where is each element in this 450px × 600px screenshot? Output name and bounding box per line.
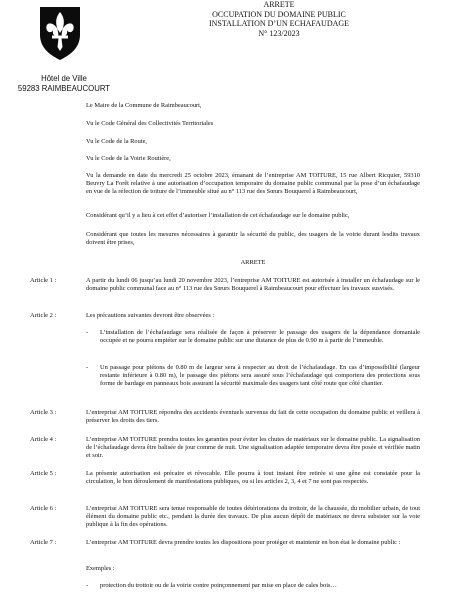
article-2-bullet-1 xyxy=(86,329,420,345)
issuer-postcode-city: 59283 RAIMBEAUCOURT xyxy=(17,83,111,93)
header-title: ARRETE xyxy=(263,0,295,9)
article-2-bullet-2 xyxy=(86,364,420,387)
article-6-label: Article 6 : xyxy=(30,505,57,512)
header-number: N° 123/2023 xyxy=(258,28,300,38)
preamble-considerant-1: Considérant qu’il y a lieu à cet effet d’autoriser l’installation de cet échafaudage sur le domaine public, xyxy=(86,212,350,219)
article-7-bullet-1-text: protection du trottoir ou de la voirie contre poinçonnement par mise en place de cales bois… xyxy=(100,582,337,589)
preamble-maire: Le Maire de la Commune de Raimbeaucourt, xyxy=(86,102,202,109)
article-5-text: La présente autorisation est précaire et révocable. Elle pourra à tout instant être retirée si une gêne est constatée pour la circulation, le bon déroulement de manifestations publiques, ou si les articles 2, 3, 4 et 7 ne sont pas respectés. xyxy=(86,470,420,485)
article-3-label: Article 3 : xyxy=(30,409,57,416)
coat-of-arms-logo xyxy=(38,5,82,61)
article-4-text: L’entreprise AM TOITURE prendra toutes les garanties pour éviter les chutes de matériaux sur le domaine public. La signalisation de l’échafaudage devra être balisée de jour comme de nuit. Une signalisation adaptée temporaire devra être posée et vérifiée matin et soir. xyxy=(86,436,420,459)
article-4-label: Article 4 : xyxy=(30,436,57,443)
header-subject-detail: INSTALLATION D’UN ECHAFAUDAGE xyxy=(208,19,350,28)
preamble-vu-voirie: Vu le Code de la Voirie Routière, xyxy=(86,155,171,162)
bullet-mark: - xyxy=(86,364,89,371)
arrete-heading: ARRETE xyxy=(240,259,266,266)
article-1-text: A partir du lundi 06 jusqu’au lundi 20 novembre 2023, l’entreprise AM TOITURE est autorisée à installer un échafaudage sur le domaine public communal face au n° 113 rue des Sœurs Bouquerel à Raimbeaucourt pour effectuer les travaux susvisés. xyxy=(86,277,420,292)
article-7-label: Article 7 : xyxy=(30,539,57,546)
article-3-text: L’entreprise AM TOITURE répondra des accidents éventuels survenus du fait de cette occupation du domaine public et veillera à préserver les droits des tiers. xyxy=(86,409,420,424)
preamble-vu-cgct: Vu le Code Général des Collectivités Territoriales xyxy=(86,120,214,127)
article-2-bullet-1-text: L’installation de l’échafaudage sera réalisée de façon à préserver le passage des usagers de la dépendance domaniale occupée et ne pourra empiéter sur le domaine public sur une distance de plus de 0.90 m à partir de l’immeuble. xyxy=(100,329,420,344)
issuer-address xyxy=(0,74,128,93)
article-2-bullet-2-text: Un passage pour piétons de 0.80 m de largeur sera à respecter au droit de l’échafaudage. En cas d’impossibilité (largeur restante inférieure à 0.80 m), le passage des piétons sera assuré sous l’échafaudage qui comportera des protections sous forme de bardage en panneaux bois assurant la sécurité maximale des usagers tant côté route que côté chantier. xyxy=(100,364,420,387)
article-5-label: Article 5 : xyxy=(30,470,57,477)
article-6-text: L’entreprise AM TOITURE sera tenue responsable de toutes détériorations du trottoir, de la chaussée, du mobilier urbain, de tout élément du domaine public etc., pendant la durée des travaux. De plus aucun dépôt de matériaux ne devra subsister sur la voie publique à la fin des opérations. xyxy=(86,505,420,528)
bullet-mark: - xyxy=(86,329,89,336)
preamble-vu-code-route: Vu le Code de la Route, xyxy=(86,138,148,145)
preamble-considerant-2: Considérant que toutes les mesures nécessaires à garantir la sécurité du public, des usagers de la voirie durant lesdits travaux doivent être prises, xyxy=(86,231,420,246)
article-2-intro: Les précautions suivantes devront être observées : xyxy=(86,312,215,319)
article-7-text: L’entreprise AM TOITURE devra prendre toutes les dispositions pour protéger et maintenir en bon état le domaine public : xyxy=(86,539,401,546)
article-7-bullet-1 xyxy=(86,582,420,590)
article-2-label: Article 2 : xyxy=(30,312,57,319)
preamble-demande: Vu la demande en date du mercredi 25 octobre 2023, émanant de l’entreprise AM TOITURE, 15 rue Albert Ricquier, 59310 Beuvry La Forêt relative à une autorisation d’occupation temporaire du domaine public communal par la pose d’un échafaudage en vue de la réfection de toiture de l’immeuble situé au n° 113 rue des Sœurs Bouquerel à Raimbeaucourt, xyxy=(86,172,420,195)
article-7-examples-label: Exemples : xyxy=(86,565,115,572)
article-1-label: Article 1 : xyxy=(30,277,57,284)
issuer-name: Hôtel de Ville xyxy=(41,74,87,83)
bullet-mark: - xyxy=(86,582,89,589)
document-header xyxy=(150,0,408,38)
header-subject: OCCUPATION DU DOMAINE PUBLIC xyxy=(212,9,346,19)
